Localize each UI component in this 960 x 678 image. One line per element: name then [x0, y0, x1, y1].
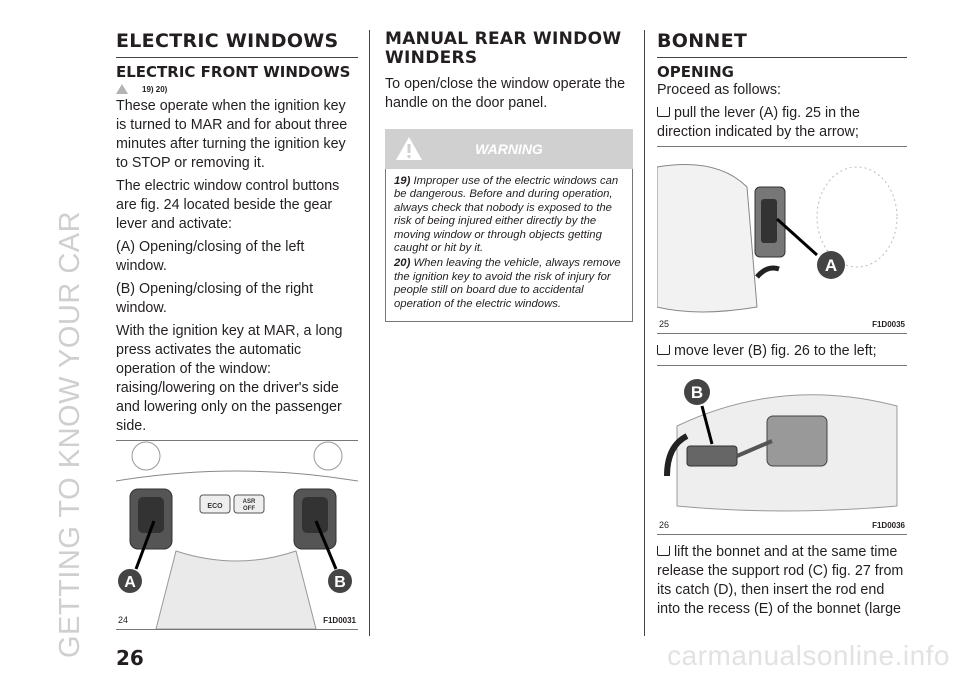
svg-text:ASR: ASR — [242, 499, 256, 505]
paragraph: To open/close the window operate the handle on the door panel. — [385, 76, 626, 111]
figure-26 — [657, 365, 907, 535]
step-bullet-icon — [657, 345, 670, 355]
column-bonnet — [657, 30, 907, 623]
column-divider — [644, 30, 645, 636]
figure-code: F1D0031 — [323, 616, 356, 625]
figure-24 — [116, 440, 358, 630]
warning-reference: 19) 20) — [116, 81, 358, 97]
paragraph: (A) Opening/closing of the left window. — [116, 239, 305, 274]
figure-number: 26 — [659, 520, 670, 530]
side-section-title: GETTING TO KNOW YOUR CAR — [54, 210, 86, 658]
window-switches-illustration — [116, 441, 358, 629]
page-number: 26 — [116, 646, 144, 670]
heading-manual-rear-window-winders: MANUAL REAR WINDOW WINDERS — [385, 29, 622, 68]
column-electric-windows — [116, 30, 358, 630]
figure-code: F1D0035 — [872, 320, 905, 329]
heading-electric-windows: ELECTRIC WINDOWS — [116, 30, 358, 58]
subheading-front-windows: ELECTRIC FRONT WINDOWS — [116, 63, 351, 81]
svg-text:OFF: OFF — [243, 506, 255, 512]
bonnet-latch-illustration — [657, 366, 907, 534]
svg-text:B: B — [334, 574, 346, 591]
step-bullet-icon — [657, 107, 670, 117]
heading-bonnet: BONNET — [657, 30, 907, 58]
column-manual-rear-windows — [385, 30, 633, 322]
paragraph: The electric window control buttons are fig. 24 located beside the gear lever and activate: — [116, 178, 340, 232]
svg-text:A: A — [824, 256, 838, 275]
bullet-step: move lever (B) fig. 26 to the left; — [657, 342, 907, 361]
warning-icon — [116, 84, 128, 94]
svg-text:B: B — [690, 383, 704, 402]
step-bullet-icon — [657, 546, 670, 556]
paragraph: These operate when the ignition key is turned to MAR and for about three minutes after turning the ignition key to STOP or removing it. — [116, 98, 348, 171]
figure-25 — [657, 146, 907, 334]
warning-item: 19) Improper use of the electric windows can be dangerous. Before and during operation, always check that nobody is exposed to the risk of being injured either directly by the moving window or through objects getting caught or hit by it. — [394, 175, 619, 255]
paragraph: Proceed as follows: — [657, 82, 781, 98]
column-divider — [369, 30, 370, 636]
svg-text:A: A — [124, 574, 136, 591]
bonnet-lever-illustration — [657, 147, 907, 333]
paragraph: (B) Opening/closing of the right window. — [116, 281, 314, 316]
warning-item: 20) When leaving the vehicle, always remove the ignition key to avoid the risk of injury for people still on board due to accidental operation of the electric windows. — [394, 257, 621, 310]
figure-number: 24 — [118, 615, 129, 625]
warning-header — [385, 129, 633, 169]
figure-code: F1D0036 — [872, 521, 905, 530]
watermark: carmanualsonline.info — [667, 640, 950, 671]
figure-number: 25 — [659, 319, 670, 329]
bullet-step: pull the lever (A) fig. 25 in the direction indicated by the arrow; — [657, 105, 860, 140]
bullet-step: lift the bonnet and at the same time release the support rod (C) fig. 27 from its catch (D), then insert the rod end into the recess (E) of the bonnet (large — [657, 544, 904, 617]
warning-body — [385, 169, 633, 322]
warning-box — [385, 129, 633, 322]
paragraph: With the ignition key at MAR, a long press activates the automatic operation of the window: raising/lowering on the driver's side and lowering only on the passenger side. — [116, 323, 343, 434]
svg-text:ECO: ECO — [207, 503, 223, 510]
subheading-opening: OPENING — [657, 63, 734, 81]
warning-title: WARNING — [475, 141, 543, 157]
